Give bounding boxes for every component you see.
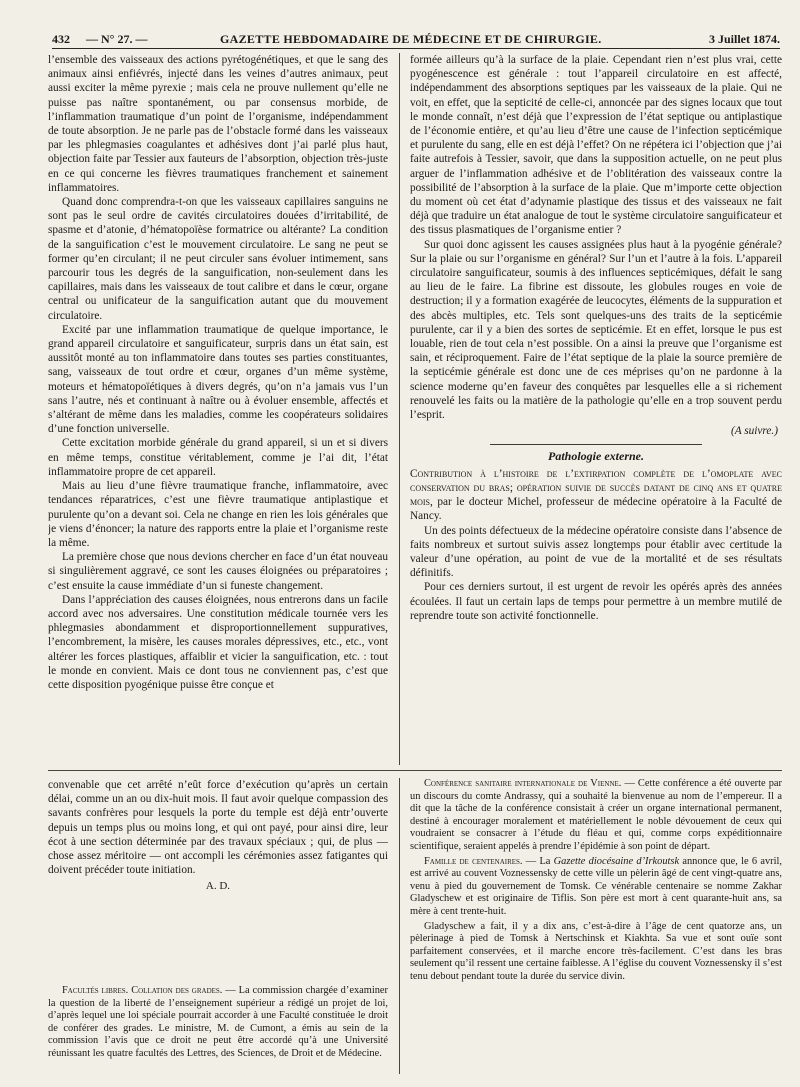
news-title: Facultés libres. Collation des grades.: [62, 985, 223, 996]
news-source: Gazette diocésaine d’Irkoutsk: [553, 855, 680, 867]
column-left-top: [48, 53, 388, 769]
article-title-text: Contribution à l’histoire de l’extirpation complète de l’omoplate avec conservation du bras; opération suivie de succès datant de cinq ans et quatre mois,: [410, 467, 782, 509]
news-title: Conférence sanitaire internationale de Vienne.: [424, 778, 622, 789]
to-be-continued: (A suivre.): [730, 425, 778, 438]
author-signature: A. D.: [205, 880, 231, 893]
paragraph: l’ensemble des vaisseaux des actions pyrétogénétiques, et que le sang des animaux ainsi enfiévrés, injecté dans les veines d’autres animaux, peut aussi exciter la même pyrexie ; mais cela ne prouve nullement qu’elle ne puisse pas naître spontanément, ou par consensus morbide, de l’inflammation traumatique d’un point de l’organisme, indépendamment de toute absorption. Je ne parle pas de l’obstacle formé dans les vaisseaux par les phlegmasies coagulantes et adhésives dont j’ai parlé plus haut, objection faite par Tessier aux fauteurs de l’absorption, objection très-juste en ce qui concerne les fièvres traumatiques franchement et sainement inflammatoires.: [48, 54, 388, 194]
news-paragraph: Gladyschew a fait, il y a dix ans, c’est-à-dire à l’âge de cent quatorze ans, un pèlerinage à pied de Tomsk à Nertschinsk et Kiakhta. Sa vue et sont ouïe sont parfaitement conservées, et il marche encore très-facilement. C’est dans les bras seulement qu’il ressent une certaine faiblesse. A l’église du couvent Voznessensky il s’est tenu debout pendant toute la durée du service divin.: [410, 920, 782, 982]
column-divider: [399, 53, 400, 765]
page-header: [52, 30, 780, 49]
paragraph: Sur quoi donc agissent les causes assignées plus haut à la pyogénie générale? Sur la plaie ou sur l’organisme en général? Sur l’un et l’autre à la fois. L’appareil circulatoire sanguificateur, soumis à des influences septicémiques, défait le sang au lieu de le faire. La fibrine est dissoute, les globules rouges en voie de destruction; il y a formation exagérée de leucocytes, éléments de la suppuration et des abcès multiples, etc. Tels sont quelques-uns des traits de la septicémie purulente, car il y a bien des sortes de septicémie. Et en effet, lorsque le pus est louable, rien de tout cela n’est possible. On a ainsi la preuve que l’organisme est sain, et réciproquement. Faire de l’état septique de la plaie la source première de la septicémie générale est donc une de ces méprises qu’on ne pardonne à la science moderne qu’en faveur des conquêtes par lesquelles elle a si richement renouvelé les faits ou la matière de la pathologie qu’elle en a trop souvent perdu l’esprit.: [410, 238, 782, 422]
horizontal-divider: [48, 770, 782, 771]
section-title: Pathologie externe.: [548, 449, 644, 464]
column-divider: [399, 778, 400, 1074]
news-text: — Cette conférence a été ouverte par un discours du comte Andrassy, qui a souhaité la bienvenue au nom de l’empereur. Il a dit que la tâche de la conférence consistait à créer un organe international permanent, destiné à encourager moralement et matériellement le noble dévouement de ceux qui voudraient se consacrer à l’étude du fléau et qui, comme corps expéditionnaire scientifique, seraient appelés à prendre l’épidémie à son point de départ.: [410, 778, 782, 852]
issue-number: — N° 27. —: [86, 32, 148, 46]
news-paragraph: [410, 778, 782, 854]
paragraph: La première chose que nous devions chercher en face d’un état nouveau si singulièrement aggravé, ce sont les causes éloignées ou préparatoires ; c’est ensuite la cause immédiate d’un si funeste changement.: [48, 551, 388, 592]
news-item-faculties: [48, 985, 388, 1075]
paragraph: Pour ces derniers surtout, il est urgent de revoir les opérés après des années écoulées. Il faut un certain laps de temps pour permettre à un membre mutilé de reprendre toute son activité fonctionnelle.: [410, 581, 782, 622]
news-paragraph: [410, 856, 782, 919]
column-left-bottom: [48, 778, 388, 988]
paragraph: convenable que cet arrêté n’eût force d’exécution qu’après un certain délai, comme un an ou dix-huit mois. Il faut avoir quelque compassion des savants confrères pour lesquels la porte du temple est déjà entr’ouverte depuis un temps plus ou moins long, et qui ont payé, pour ainsi dire, leur écot à une section déterminée par des travaux spéciaux ; qui, de plus — chose assez méritoire — ont accompli les cérémonies assez fatigantes qui doivent précéder toute initiation.: [48, 779, 388, 877]
news-paragraph: [48, 985, 388, 1061]
paragraph: formée ailleurs qu’à la surface de la plaie. Cependant rien n’est plus vrai, cette pyogénescence est générale : tout l’appareil circulatoire en est affecté, indépendamment des absorptions septiques par les vaisseaux de la plaie. Qui ne voit, en effet, que la septicité de celle-ci, annoncée par des signes locaux que tout le monde connaît, n’est déjà que l’expression de l’état septique ou antiplastique de l’économie entière, et qu’au lieu d’être une cause de l’infection septicémique et purulente du sang, elle en est déjà l’effet? On ne répétera ici l’objection que j’ai faite autrefois à Tessier, savoir, que dans la supposition actuelle, on ne peut plus arguer de l’inflammation adhésive et de l’oblitération des vaisseaux contre la possibilité de l’absorption à la surface de la plaie. Que m’importe cette objection du moment où cet état d’adynamie plastique des tissus et des vaisseaux ne fait déjà que traduire un état analogue de tout le système circulatoire sanguificateur et des tissus plasmatiques de l’organisme entier ?: [410, 54, 782, 237]
article-title: [410, 467, 782, 524]
paragraph: Un des points défectueux de la médecine opératoire consiste dans l’absence de faits nombreux et surtout suivis assez longtemps pour établir avec certitude la valeur d’une opération, au point de vue de la mortalité et de ses résultats définitifs.: [410, 524, 782, 580]
news-text: annonce que, le 6 avril, est arrivé au couvent Voznessensky de cette ville un pèlerin âgé de cent vingt-quatre ans, venu à pied du gouvernement de Tomsk. Ce vénérable centenaire se nomme Zakhar Gladyschew et est originaire de Tiflis. Son père est mort à cent quarante-huit ans, sa mère à cent trente-huit.: [410, 855, 782, 917]
paragraph: Excité par une inflammation traumatique de quelque importance, le grand appareil circulatoire et sanguificateur, surpris dans un état sain, est aussitôt monté au ton inflammatoire dans toutes ses parties constituantes, sang, vaisseaux de tout ordre et cœur, organes d’un même système, moteurs et hématopoïétiques à divers degrés, qu’on n’a jamais vus l’un sans l’autre, nés et continuant à naître ou à évoluer ensemble, affectés et s’altérant de même dans les maladies, comme les coopérateurs solidaires d’une fonction universelle.: [48, 323, 388, 436]
paragraph: Mais au lieu d’une fièvre traumatique franche, inflammatoire, avec tendances réparatrices, c’est une fièvre traumatique antiplastique et purulente qu’on a devant soi. Cela ne change en rien les lois générales que je viens d’énoncer; la nature des rapports entre la plaie et l’organisme reste la même.: [48, 480, 388, 549]
page-number: 432: [52, 32, 70, 46]
journal-title: GAZETTE HEBDOMADAIRE DE MÉDECINE ET DE CHIRURGIE.: [220, 32, 602, 46]
paragraph: Dans l’appréciation des causes éloignées, nous entrerons dans un facile accord avec nos adversaires. Une constitution médicale tournée vers les phlegmasies abondamment et disproportionnellement suppuratives, l’encombrement, la misère, les causes morales dépressives, etc., etc., vont altérer les forces plastiques, affaiblir et vicier la sanguification, etc. : tout le monde en convient. Mais ce dont tous ne conviennent pas, c’est que cette disposition pyogénique puisse être conçue et: [48, 593, 388, 691]
section-divider: [490, 444, 702, 445]
issue-date: 3 Juillet 1874.: [709, 32, 780, 46]
paragraph: Cette excitation morbide générale du grand appareil, si un et si divers en même temps, constitue véritablement, comme je l’ai dit, l’état inflammatoire propre de cet appareil.: [48, 437, 388, 478]
column-right-bottom: [410, 778, 782, 1078]
news-text: — La: [522, 855, 554, 867]
paragraph: Quand donc comprendra-t-on que les vaisseaux capillaires sanguins ne sont pas le seul ordre de cavités circulatoires douées d’irritabilité, de spasme et d’atonie, d’hématopoïèse formatrice ou altérante? La condition de la sanguification c’est le mouvement circulatoire. Le sang ne peut se former qu’en circulant; il ne peut circuler sans évoluer intimement, sans parcourir tous les degrés de la sanguification, non-seulement dans les capillaires, mais dans les vaisseaux de tout calibre et dans le cœur, organe central ou unificateur de la sanguification autant que du mouvement circulatoire.: [48, 196, 388, 322]
column-right-top: [410, 53, 782, 769]
news-text: — La commission chargée d’examiner la question de la liberté de l’enseignement supérieur a rédigé un projet de loi, d’après lequel une loi spéciale pourrait accorder à une Faculté constituée le droit de conférer des grades. Le ministre, M. de Cumont, a émis au sein de la commission l’avis que ce droit ne peut être accordé qu’à une Université réunissant les quatre facultés des Lettres, des Sciences, de Droit et de Médecine.: [48, 985, 388, 1059]
news-title: Famille de centenaires.: [424, 855, 523, 867]
article-author: par le docteur Michel, professeur de médecine opératoire à la Faculté de Nancy.: [410, 496, 782, 523]
